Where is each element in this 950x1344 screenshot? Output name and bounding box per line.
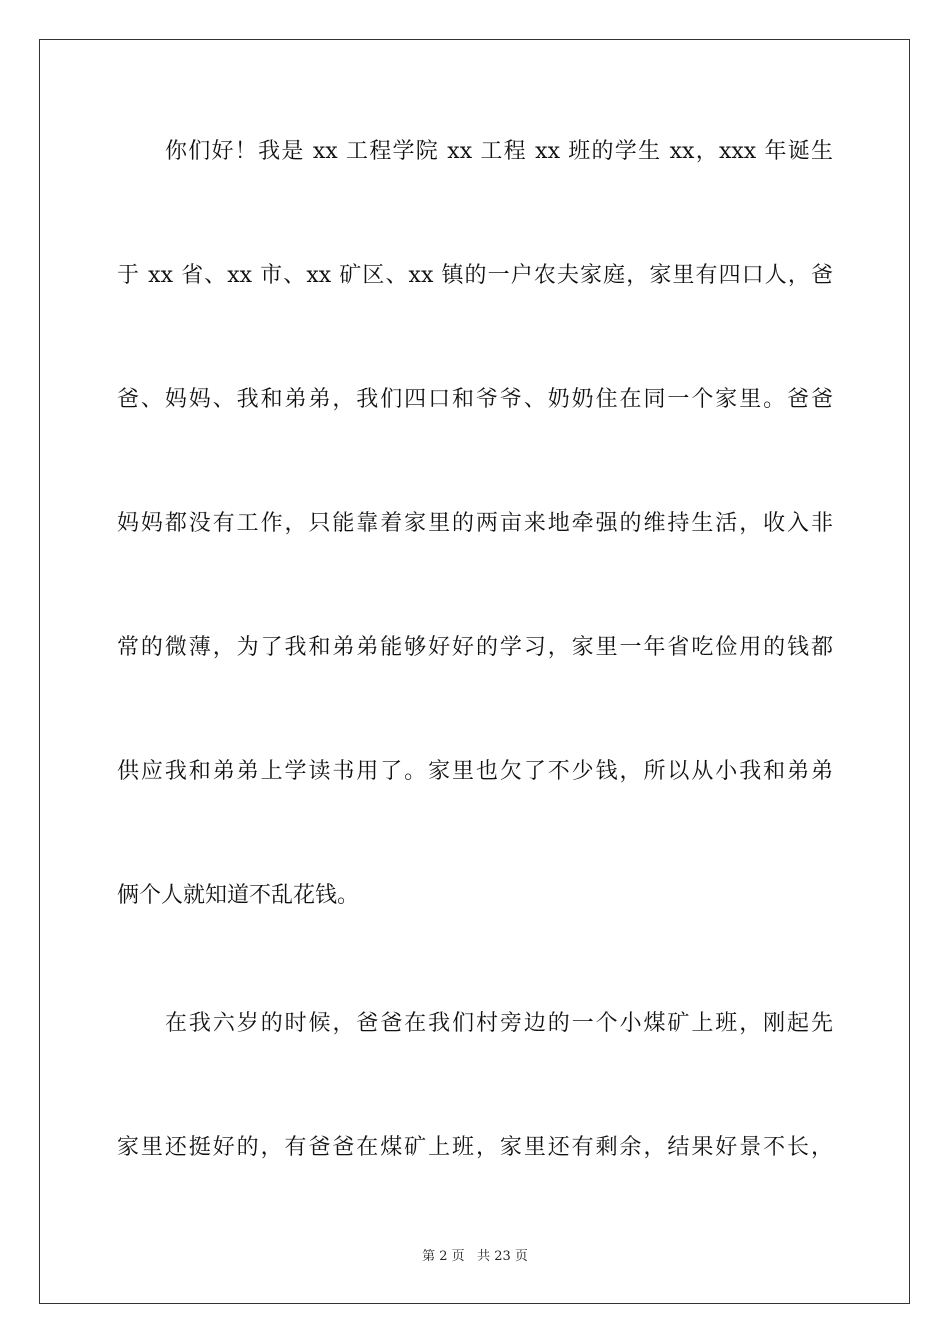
paragraph-1-line-6: 供应我和弟弟上学读书用了。家里也欠了不少钱，所以从小我和弟弟 (117, 759, 833, 784)
page-border (39, 39, 910, 1304)
paragraph-1-line-5: 常的微薄，为了我和弟弟能够好好的学习，家里一年省吃俭用的钱都 (117, 635, 833, 660)
paragraph-1-line-4: 妈妈都没有工作，只能靠着家里的两亩来地牵强的维持生活，收入非 (117, 511, 833, 536)
paragraph-1-line-3: 爸、妈妈、我和弟弟，我们四口和爷爷、奶奶住在同一个家里。爸爸 (117, 387, 833, 412)
page-footer (0, 1249, 950, 1265)
page-total: 共 23 页 (477, 1249, 528, 1264)
paragraph-1-line-2: 于 xx 省、xx 市、xx 矿区、xx 镇的一户农夫家庭，家里有四口人，爸 (117, 263, 833, 288)
paragraph-1-line-7: 俩个人就知道不乱花钱。 (117, 883, 360, 908)
paragraph-2-line-1: 在我六岁的时候，爸爸在我们村旁边的一个小煤矿上班，刚起先 (165, 1011, 833, 1036)
paragraph-1-line-1: 你们好！我是 xx 工程学院 xx 工程 xx 班的学生 xx，xxx 年诞生 (165, 139, 833, 164)
paragraph-2-line-2: 家里还挺好的，有爸爸在煤矿上班，家里还有剩余，结果好景不长， (117, 1135, 833, 1160)
page-number: 第 2 页 (422, 1249, 465, 1264)
